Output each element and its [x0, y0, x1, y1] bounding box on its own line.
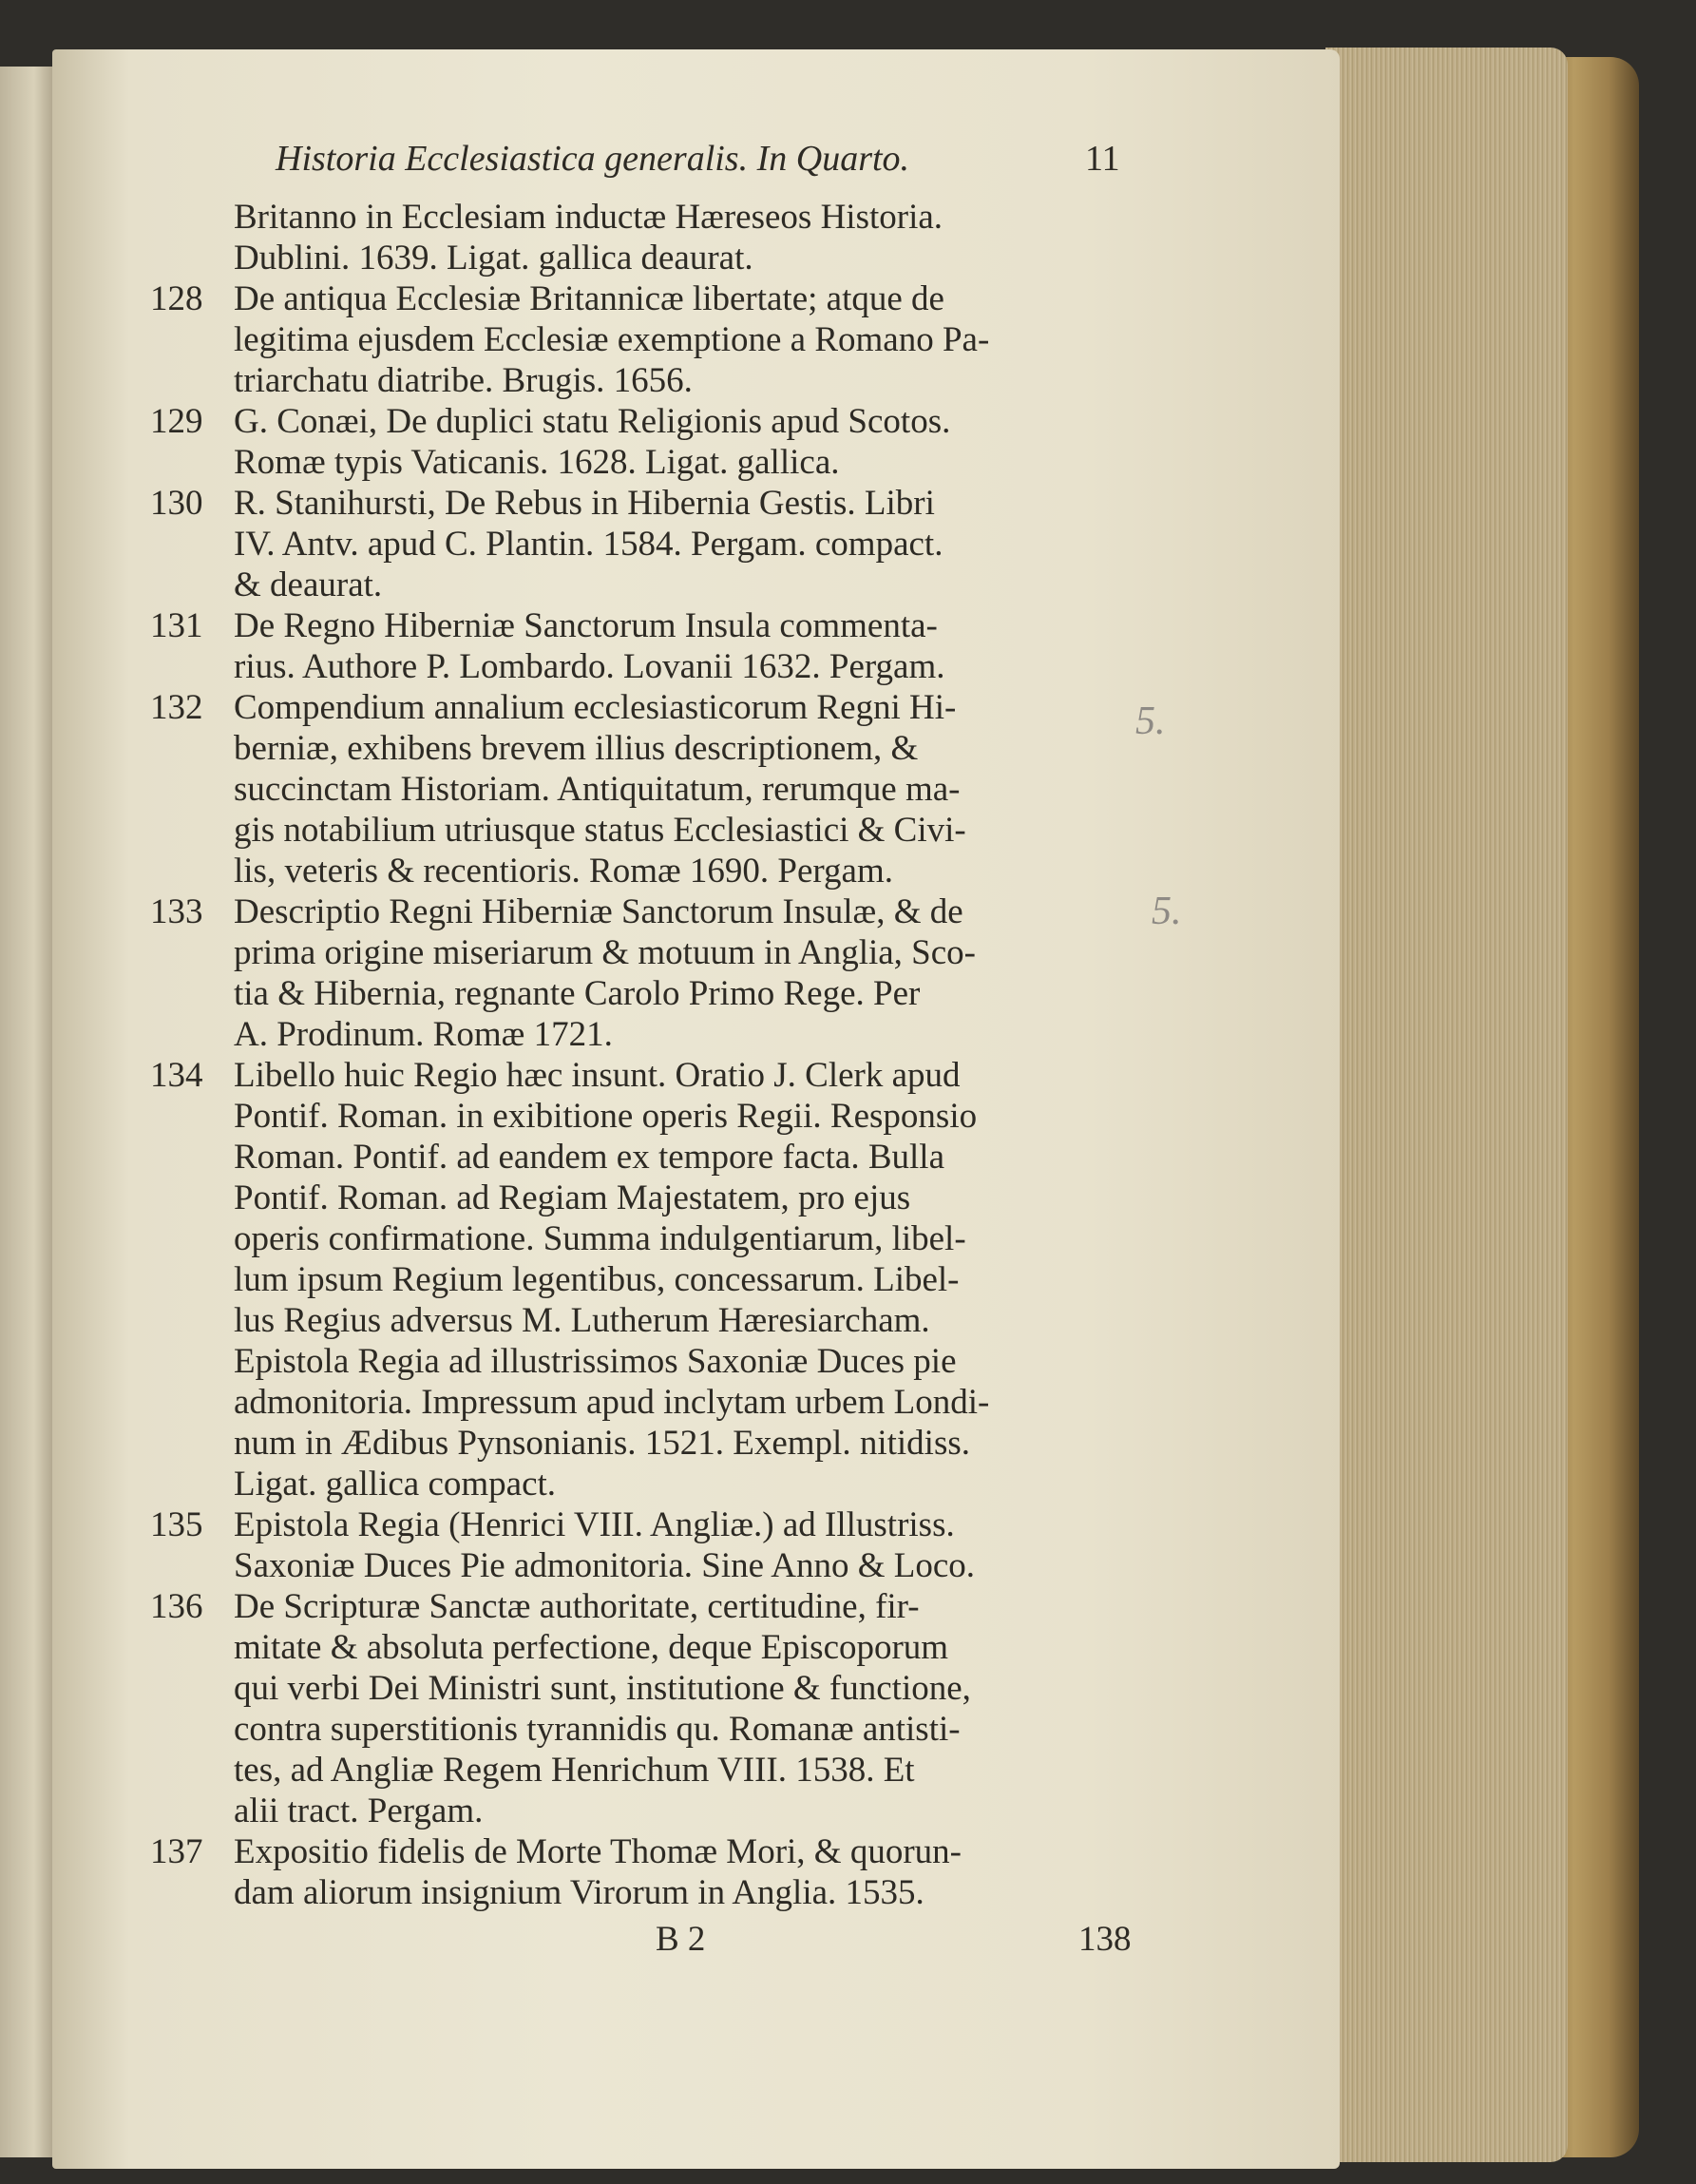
entry-number: 131 — [150, 606, 203, 645]
catalogue-entry — [143, 401, 1150, 483]
entry-line: & deaurat. — [234, 565, 383, 604]
entry-line: Britanno in Ecclesiam inductæ Hæreseos Historia. — [234, 198, 943, 237]
running-head-title: Historia Ecclesiastica generalis. In Quarto. — [276, 139, 910, 179]
entry-line: Expositio fidelis de Morte Thomæ Mori, & quorun- — [234, 1832, 962, 1871]
entry-text — [234, 891, 1150, 1055]
page-block-edge — [1325, 48, 1568, 2162]
entry-line: lus Regius adversus M. Lutherum Hæresiarcham. — [234, 1301, 930, 1340]
entry-line: lum ipsum Regium legentibus, concessarum. Libel- — [234, 1260, 960, 1299]
entry-line: prima origine miseriarum & motuum in Anglia, Sco- — [234, 933, 976, 972]
facing-page-edge — [0, 67, 57, 2157]
entry-line: contra superstitionis tyrannidis qu. Romanæ antisti- — [234, 1710, 961, 1749]
entry-number: 133 — [150, 892, 203, 931]
entry-line: Ligat. gallica compact. — [234, 1465, 557, 1504]
entry-text — [234, 1831, 1150, 1913]
entry-line: A. Prodinum. Romæ 1721. — [234, 1015, 613, 1054]
catchword: 138 — [1078, 1920, 1132, 1959]
entry-text — [234, 1504, 1150, 1586]
page-content — [143, 138, 1150, 1966]
pencil-margin-note: 5. — [1135, 699, 1166, 743]
entry-number: 134 — [150, 1056, 203, 1095]
catalogue-entry — [143, 483, 1150, 605]
entry-line: Dublini. 1639. Ligat. gallica deaurat. — [234, 239, 753, 278]
catalogue-entry — [143, 891, 1150, 1055]
entry-line: num in Ædibus Pynsonianis. 1521. Exempl. nitidiss. — [234, 1424, 970, 1463]
catalogue-entry — [143, 278, 1150, 401]
entry-line: tia & Hibernia, regnante Carolo Primo Rege. Per — [234, 974, 921, 1013]
entry-number: 135 — [150, 1505, 203, 1544]
entry-line: G. Conæi, De duplici statu Religionis apud Scotos. — [234, 402, 951, 441]
entry-line: Roman. Pontif. ad eandem ex tempore facta. Bulla — [234, 1138, 944, 1177]
catalogue-entry — [143, 687, 1150, 891]
entry-line: Romæ typis Vaticanis. 1628. Ligat. gallica. — [234, 443, 840, 482]
entry-number: 129 — [150, 402, 203, 441]
entry-line: triarchatu diatribe. Brugis. 1656. — [234, 361, 693, 400]
page-number: 11 — [1085, 139, 1120, 179]
entry-line: Pontif. Roman. in exibitione operis Regii. Responsio — [234, 1097, 978, 1136]
entry-line: De Regno Hiberniæ Sanctorum Insula commenta- — [234, 606, 938, 645]
entry-line: De Scripturæ Sanctæ authoritate, certitudine, fir- — [234, 1587, 920, 1626]
entry-line: succinctam Historiam. Antiquitatum, rerumque ma- — [234, 770, 961, 809]
entry-line: tes, ad Angliæ Regem Henrichum VIII. 1538. Et — [234, 1751, 915, 1790]
entry-line: De antiqua Ecclesiæ Britannicæ libertate; atque de — [234, 279, 944, 318]
entry-number: 132 — [150, 688, 203, 727]
page-footer — [143, 1919, 1150, 1966]
running-head — [143, 138, 1150, 197]
pencil-margin-note: 5. — [1152, 890, 1182, 933]
catalogue-text — [143, 197, 1150, 1913]
entry-text — [234, 401, 1150, 483]
entry-number: 136 — [150, 1587, 203, 1626]
entry-line: R. Stanihursti, De Rebus in Hibernia Gestis. Libri — [234, 484, 935, 523]
entry-line: operis confirmatione. Summa indulgentiarum, libel- — [234, 1219, 966, 1258]
catalogue-entry — [143, 1586, 1150, 1831]
entry-text — [234, 278, 1150, 401]
entry-line: Saxoniæ Duces Pie admonitoria. Sine Anno & Loco. — [234, 1546, 975, 1585]
entry-list — [143, 278, 1150, 1913]
entry-line: rius. Authore P. Lombardo. Lovanii 1632. Pergam. — [234, 647, 945, 686]
entry-text — [234, 1055, 1150, 1504]
entry-text — [234, 605, 1150, 687]
catalogue-entry — [143, 1055, 1150, 1504]
entry-line: Libello huic Regio hæc insunt. Oratio J. Clerk apud — [234, 1056, 961, 1095]
entry-line: mitate & absoluta perfectione, deque Episcoporum — [234, 1628, 949, 1667]
entry-line: berniæ, exhibens brevem illius descriptionem, & — [234, 729, 919, 768]
entry-number: 137 — [150, 1832, 203, 1871]
entry-line: Epistola Regia (Henrici VIII. Angliæ.) ad Illustriss. — [234, 1505, 955, 1544]
catalogue-entry — [143, 605, 1150, 687]
entry-line: lis, veteris & recentioris. Romæ 1690. Pergam. — [234, 852, 894, 891]
entry-line: Descriptio Regni Hiberniæ Sanctorum Insulæ, & de — [234, 892, 963, 931]
entry-line: Epistola Regia ad illustrissimos Saxoniæ Duces pie — [234, 1342, 957, 1381]
entry-line: Pontif. Roman. ad Regiam Majestatem, pro ejus — [234, 1178, 911, 1217]
catalogue-entry — [143, 1831, 1150, 1913]
signature-mark: B 2 — [656, 1920, 706, 1959]
entry-number: 128 — [150, 279, 203, 318]
entry-line: IV. Antv. apud C. Plantin. 1584. Pergam. compact. — [234, 525, 943, 564]
entry-text — [234, 1586, 1150, 1831]
entry-text — [234, 687, 1150, 891]
entry-text — [234, 483, 1150, 605]
entry-line: Compendium annalium ecclesiasticorum Regni Hi- — [234, 688, 957, 727]
entry-line: qui verbi Dei Ministri sunt, institutione & functione, — [234, 1669, 971, 1708]
entry-line: dam aliorum insignium Virorum in Anglia. 1535. — [234, 1873, 924, 1912]
entry-line: gis notabilium utriusque status Ecclesiastici & Civi- — [234, 811, 966, 850]
entry-line: alii tract. Pergam. — [234, 1791, 484, 1830]
entry-line: legitima ejusdem Ecclesiæ exemptione a Romano Pa- — [234, 320, 990, 359]
entry-line: admonitoria. Impressum apud inclytam urbem Londi- — [234, 1383, 990, 1422]
catalogue-entry — [143, 1504, 1150, 1586]
continued-entry — [234, 197, 1150, 278]
entry-number: 130 — [150, 484, 203, 523]
